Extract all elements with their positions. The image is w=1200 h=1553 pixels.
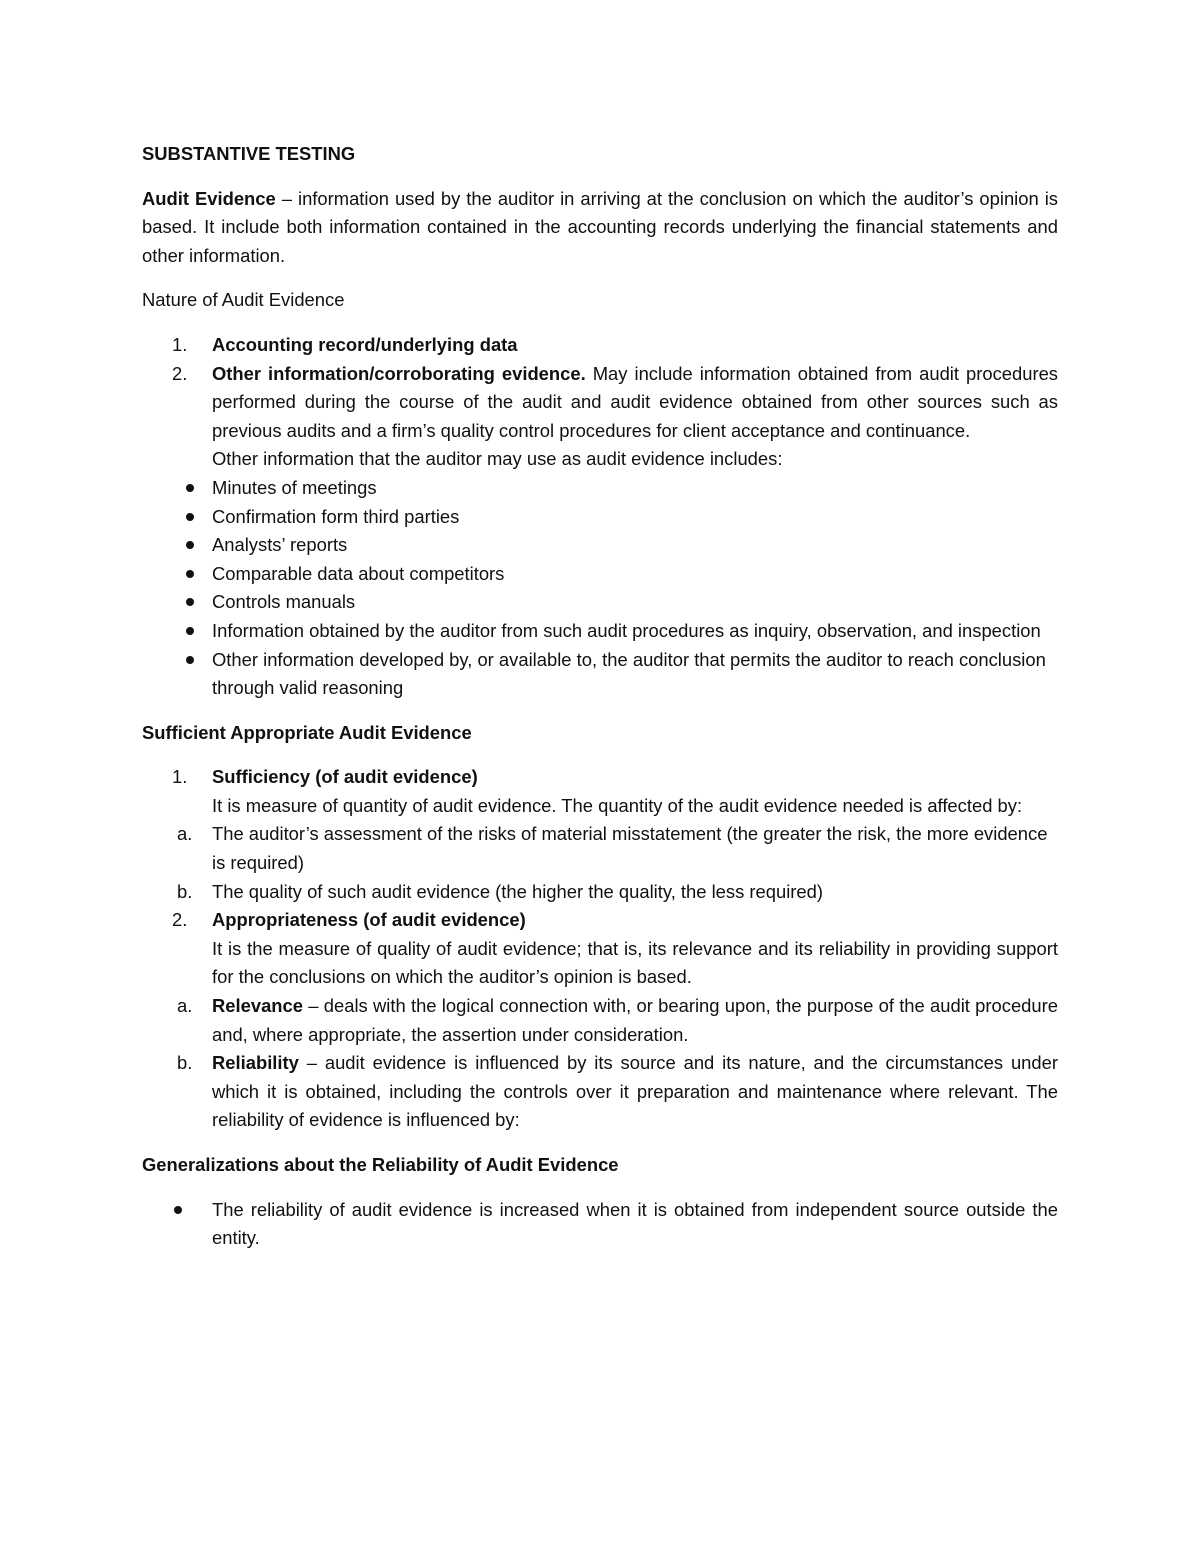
bullet-icon	[186, 513, 194, 521]
list-item	[142, 474, 1058, 503]
list-item-text: Confirmation form third parties	[212, 505, 460, 527]
list-item	[142, 588, 1058, 617]
sufficient-list	[142, 763, 1058, 1135]
bullet-icon	[174, 1206, 182, 1214]
sufficient-heading: Sufficient Appropriate Audit Evidence	[142, 721, 472, 743]
nature-item-2-label: Other information/corroborating evidence.	[212, 362, 586, 384]
nature-item-1-label: Accounting record/underlying data	[212, 333, 518, 355]
sufficiency-sublist	[142, 820, 1058, 906]
audit-evidence-paragraph	[142, 185, 1058, 271]
list-number: 1.	[172, 333, 188, 355]
list-item-text: Information obtained by the auditor from such audit procedures as inquiry, observation, and inspection	[212, 619, 1041, 641]
other-info-bullet-list	[142, 474, 1058, 703]
bullet-icon	[186, 570, 194, 578]
list-item-text: Controls manuals	[212, 591, 356, 613]
list-letter: b.	[177, 1052, 193, 1074]
list-item-text: Minutes of meetings	[212, 476, 377, 498]
list-item	[142, 820, 1058, 877]
list-number: 2.	[172, 909, 188, 931]
nature-item-1	[142, 331, 1058, 360]
list-item-text: The auditor’s assessment of the risks of material misstatement (the greater the risk, the more evidence is required)	[212, 823, 1048, 874]
document-page	[142, 140, 1058, 1253]
list-item	[142, 560, 1058, 589]
list-item-text: Comparable data about competitors	[212, 562, 505, 584]
list-item-text: Analysts’ reports	[212, 534, 348, 556]
document-title: SUBSTANTIVE TESTING	[142, 143, 356, 164]
generalizations-heading: Generalizations about the Reliability of Audit Evidence	[142, 1154, 619, 1175]
nature-heading: Nature of Audit Evidence	[142, 289, 345, 311]
reliability-text: – audit evidence is influenced by its source and its nature, and the circumstances under which it is obtained, including the controls over it preparation and maintenance where relevant. The reliability of evidence is influenced by:	[212, 1052, 1058, 1131]
list-item	[142, 617, 1058, 646]
list-item	[142, 878, 1058, 907]
nature-item-2-text: May include information obtained from audit procedures performed during the course of the audit and audit evidence obtained from other sources such as previous audits and a firm’s quality control procedures for client acceptance and continuance.	[212, 362, 1059, 441]
appropriateness-item	[142, 906, 1058, 992]
sufficiency-item	[142, 763, 1058, 820]
bullet-icon	[186, 541, 194, 549]
appropriateness-sublist	[142, 992, 1058, 1135]
relevance-text: – deals with the logical connection with, or bearing upon, the purpose of the audit procedure and, where appropriate, the assertion under consideration.	[212, 995, 1058, 1045]
bullet-icon	[186, 627, 194, 635]
bullet-icon	[186, 598, 194, 606]
audit-evidence-definition: – information used by the auditor in arriving at the conclusion on which the auditor’s opinion is based. It include both information contained in the accounting records underlying the financial statements and other information.	[142, 187, 1058, 266]
nature-item-2-intro: Other information that the auditor may use as audit evidence includes:	[212, 448, 783, 470]
list-item	[142, 1196, 1058, 1253]
list-letter: b.	[177, 880, 193, 902]
list-item-text: The reliability of audit evidence is increased when it is obtained from independent source outside the entity.	[212, 1198, 1058, 1249]
list-item-text: The quality of such audit evidence (the higher the quality, the less required)	[212, 880, 823, 902]
bullet-icon	[186, 484, 194, 492]
reliability-term: Reliability	[212, 1052, 299, 1074]
list-letter: a.	[177, 823, 193, 845]
sufficiency-label: Sufficiency (of audit evidence)	[212, 766, 478, 788]
list-item	[142, 992, 1058, 1049]
sufficiency-text: It is measure of quantity of audit evidence. The quantity of the audit evidence needed is affected by:	[212, 794, 1023, 816]
list-item	[142, 531, 1058, 560]
list-number: 1.	[172, 766, 188, 788]
list-item-text: Other information developed by, or available to, the auditor that permits the auditor to reach conclusion through valid reasoning	[212, 648, 1046, 699]
appropriateness-label: Appropriateness (of audit evidence)	[212, 909, 526, 931]
list-letter: a.	[177, 995, 193, 1017]
nature-list	[142, 331, 1058, 703]
nature-item-2-paragraph	[212, 360, 1058, 446]
list-item	[142, 503, 1058, 532]
list-item	[142, 1049, 1058, 1135]
list-number: 2.	[172, 362, 188, 384]
nature-item-2	[142, 360, 1058, 474]
bullet-icon	[186, 656, 194, 664]
list-item	[142, 646, 1058, 703]
appropriateness-text: It is the measure of quality of audit evidence; that is, its relevance and its reliability in providing support for the conclusions on which the auditor’s opinion is based.	[212, 937, 1058, 988]
audit-evidence-term: Audit Evidence	[142, 187, 276, 209]
relevance-term: Relevance	[212, 995, 303, 1017]
